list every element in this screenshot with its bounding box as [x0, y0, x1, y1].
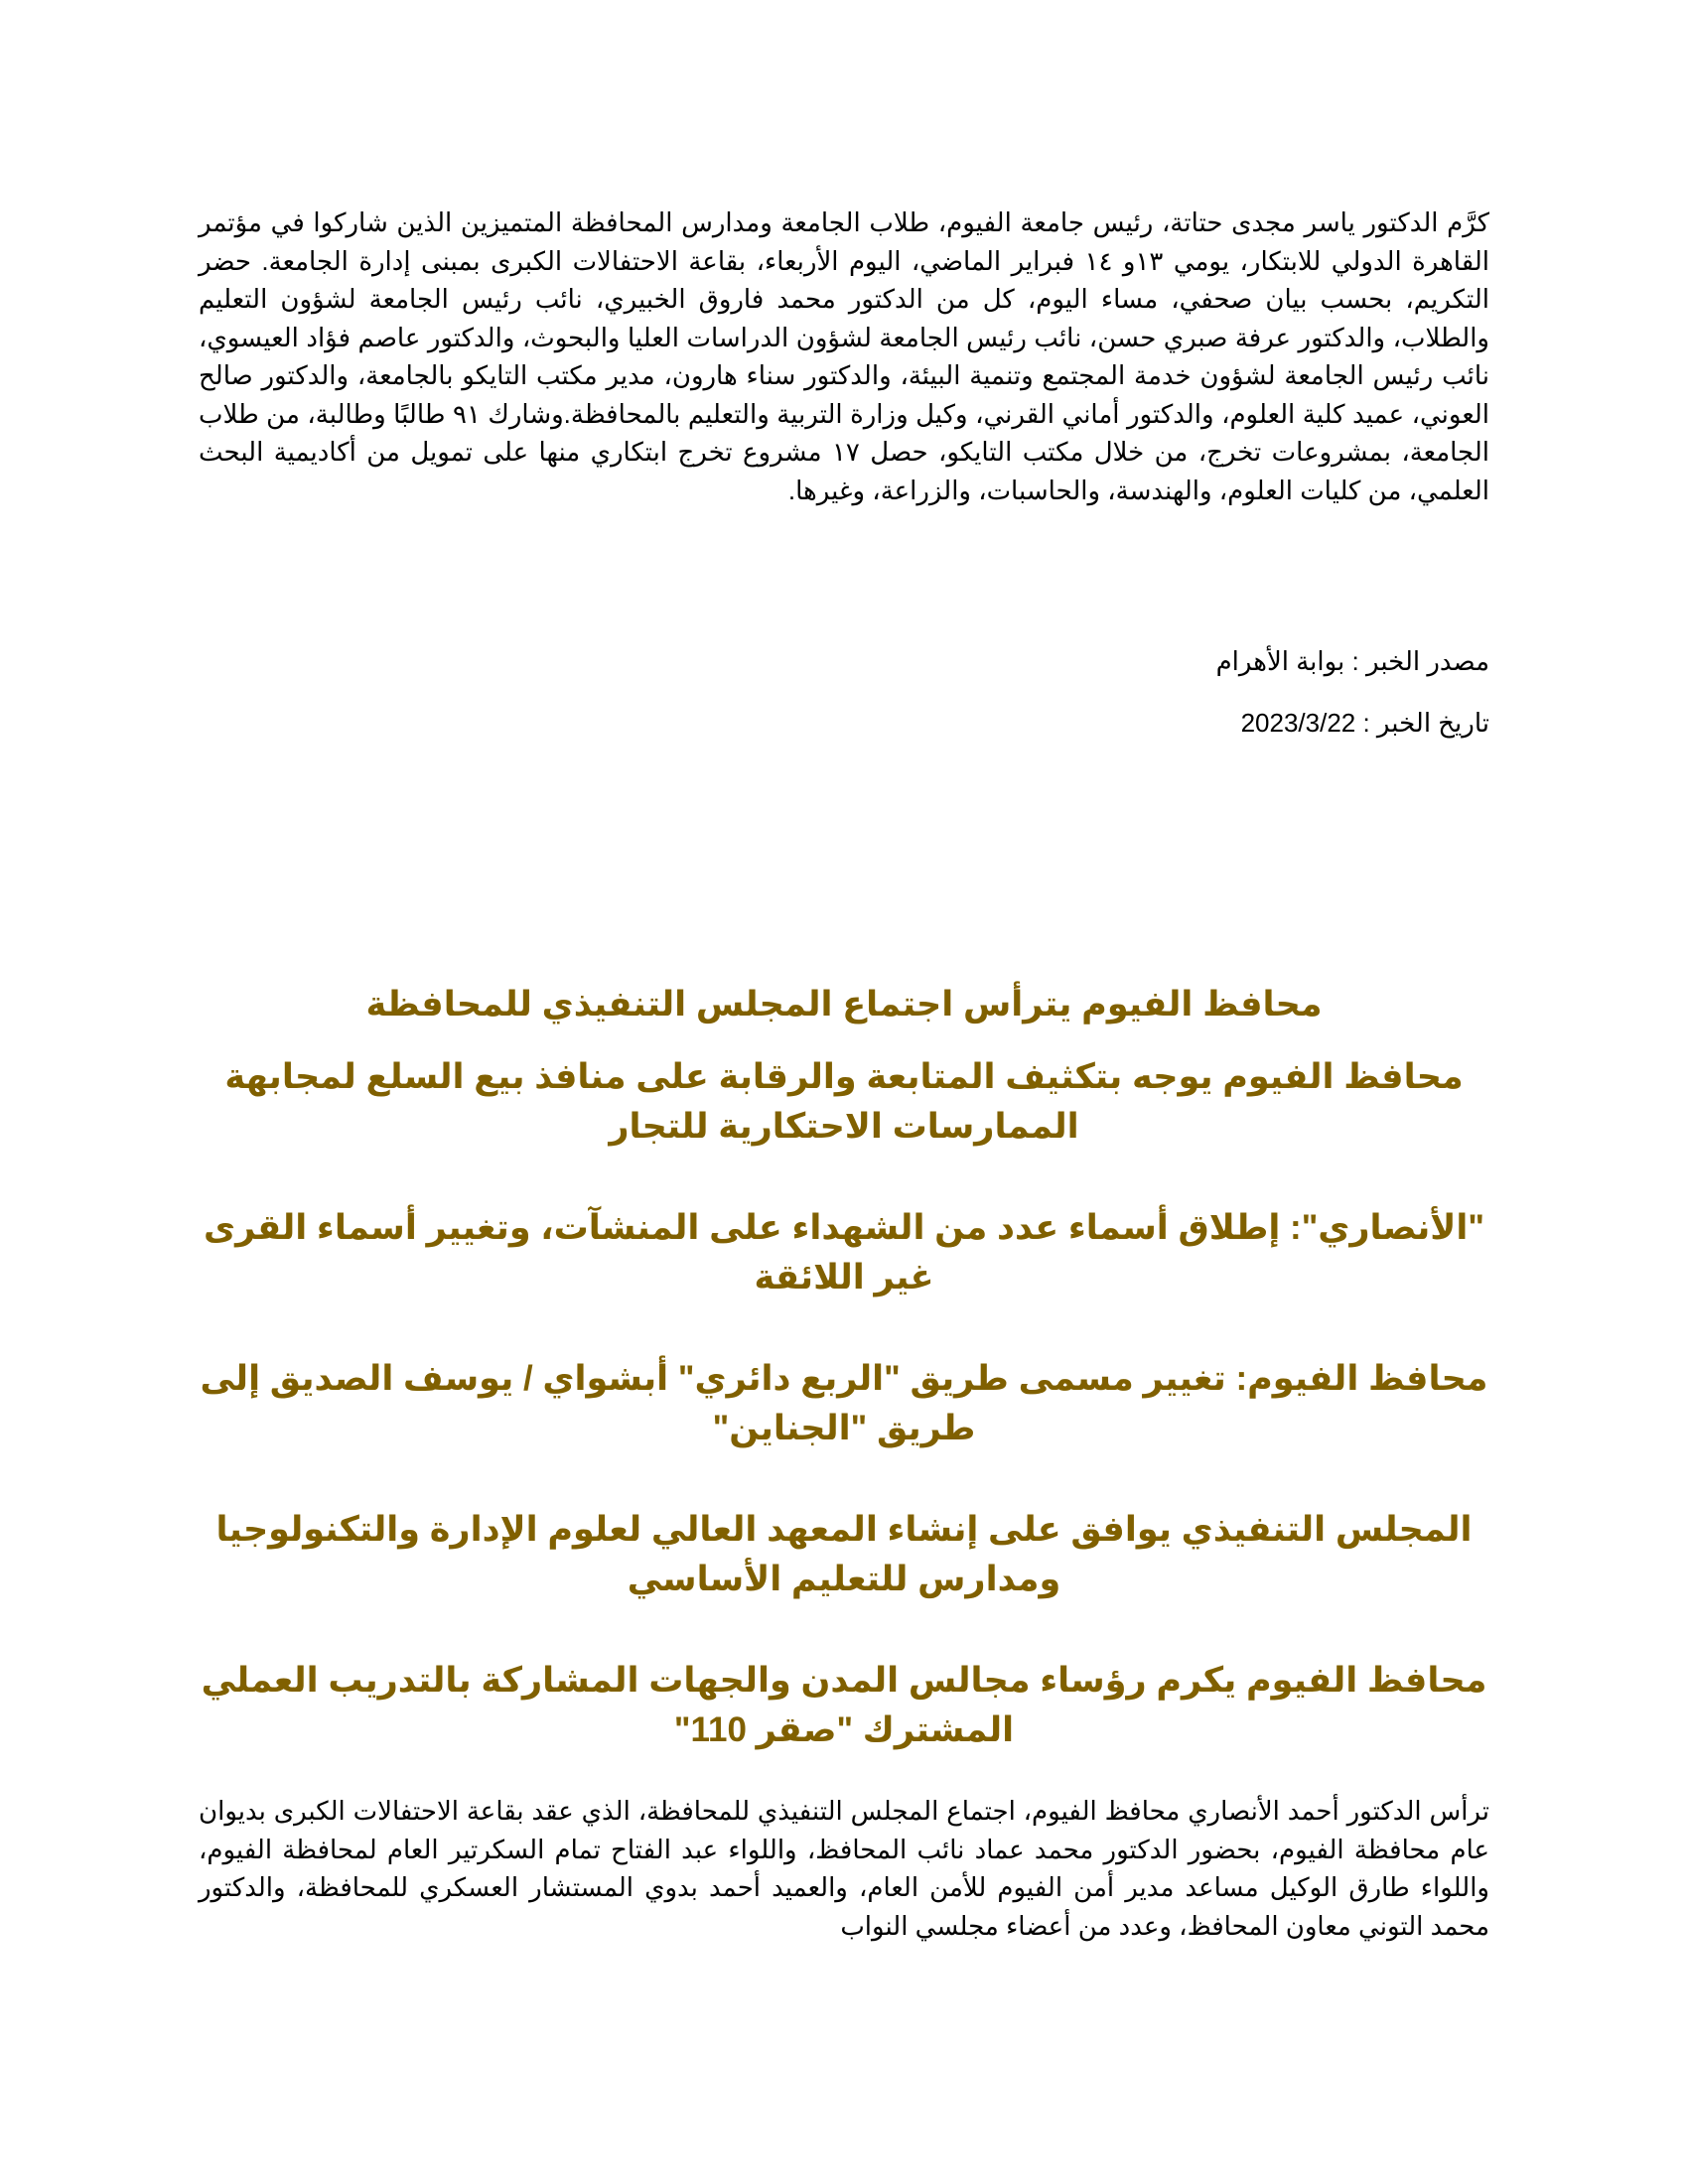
news-source-value: بوابة الأهرام: [1215, 646, 1345, 676]
headline: المجلس التنفيذي يوافق على إنشاء المعهد العالي لعلوم الإدارة والتكنولوجيا ومدارس للتعليم الأساسي: [215, 1510, 1473, 1598]
news-source-line: مصدر الخبر : بوابة الأهرام: [1215, 646, 1489, 676]
headline: "الأنصاري": إطلاق أسماء عدد من الشهداء على المنشآت، وتغيير أسماء القرى غير اللائقة: [204, 1208, 1484, 1297]
news-date-value: 2023/3/22: [1240, 708, 1356, 738]
headline: محافظ الفيوم: تغيير مسمى طريق "الربع دائري" أبشواي / يوسف الصديق إلى طريق "الجناين": [200, 1359, 1488, 1447]
news-date-label: تاريخ الخبر: [1376, 708, 1489, 738]
headline: محافظ الفيوم يكرم رؤساء مجالس المدن والجهات المشاركة بالتدريب العملي المشترك "صقر 110": [201, 1661, 1487, 1749]
news-date-line: تاريخ الخبر : 2023/3/22: [1240, 708, 1489, 738]
news-source-label: مصدر الخبر: [1365, 646, 1489, 676]
headline: محافظ الفيوم يترأس اجتماع المجلس التنفيذي للمحافظة: [365, 985, 1323, 1024]
article-paragraph: كرَّم الدكتور ياسر مجدى حتاتة، رئيس جامعة الفيوم، طلاب الجامعة ومدارس المحافظة المتميزين الذين شاركوا في مؤتمر القاهرة الدولي للابتكار، يومي ١٣و ١٤ فبراير الماضي، اليوم الأربعاء، بقاعة الاحتفالات الكبرى بمبنى إدارة الجامعة. حضر التكريم، بحسب بيان صحفي، مساء اليوم، كل من الدكتور محمد فاروق الخبيري، نائب رئيس الجامعة لشؤون التعليم والطلاب، والدكتور عرفة صبري حسن، نائب رئيس الجامعة لشؤون الدراسات العليا والبحوث، والدكتور عاصم فؤاد العيسوي، نائب رئيس الجامعة لشؤون خدمة المجتمع وتنمية البيئة، والدكتور سناء هارون، مدير مكتب التايكو بالجامعة، والدكتور صالح العوني، عميد كلية العلوم، والدكتور أماني القرني، وكيل وزارة التربية والتعليم بالمحافظة.وشارك ٩١ طالبًا وطالبة، من طلاب الجامعة، بمشروعات تخرج، من خلال مكتب التايكو، حصل ١٧ مشروع تخرج ابتكاري منها على تمويل من أكاديمية البحث العلمي، من كليات العلوم، والهندسة، والحاسبات، والزراعة، وغيرها.: [199, 207, 1490, 505]
headline: محافظ الفيوم يوجه بتكثيف المتابعة والرقابة على منافذ بيع السلع لمجابهة الممارسات الاحتكارية للتجار: [224, 1057, 1464, 1146]
article-paragraph: ترأس الدكتور أحمد الأنصاري محافظ الفيوم، اجتماع المجلس التنفيذي للمحافظة، الذي عقد بقاعة الاحتفالات الكبرى بديوان عام محافظة الفيوم، بحضور الدكتور محمد عماد نائب المحافظ، واللواء عبد الفتاح تمام السكرتير العام لمحافظة الفيوم، واللواء طارق الوكيل مساعد مدير أمن الفيوم للأمن العام، والعميد أحمد بدوي المستشار العسكري للمحافظة، والدكتور محمد التوني معاون المحافظ، وعدد من أعضاء مجلسي النواب: [199, 1796, 1489, 1941]
